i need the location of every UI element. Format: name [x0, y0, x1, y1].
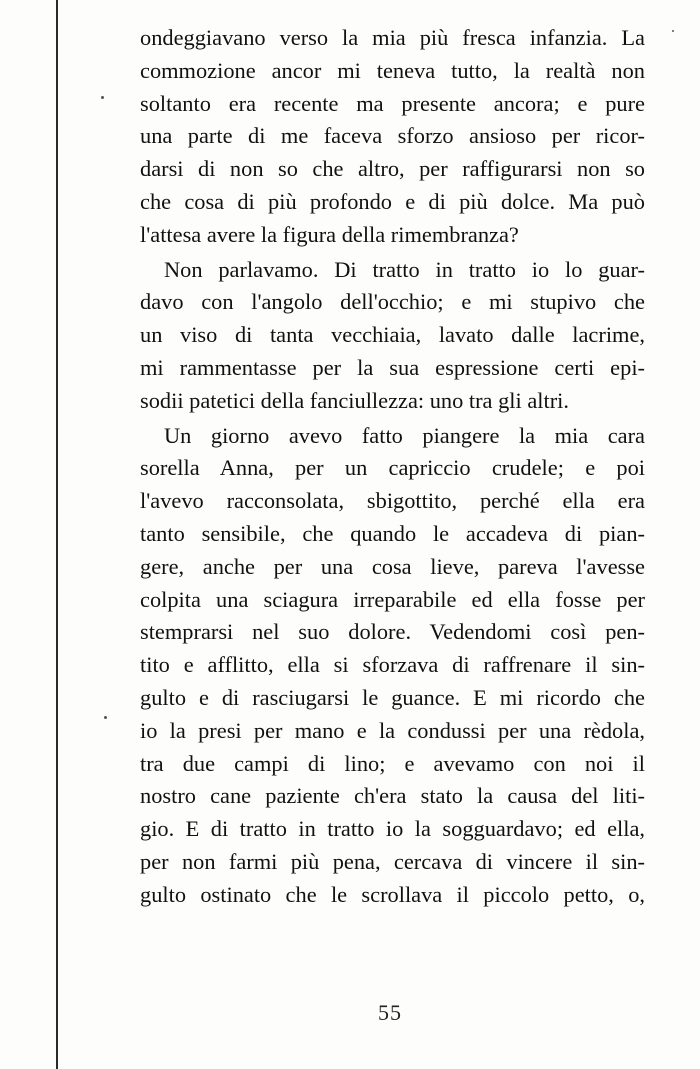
paper-speck	[672, 30, 674, 32]
paper-speck	[104, 716, 107, 719]
text-line: nostro cane paziente ch'era stato la causa del liti-	[140, 783, 645, 809]
text-line: tanto sensibile, che quando le accadeva di pian-	[140, 520, 645, 546]
text-line: per non farmi più pena, cercava di vincere il sin-	[140, 848, 645, 874]
text-line: gere, anche per una cosa lieve, pareva l'avesse	[140, 553, 645, 579]
text-line: l'avevo racconsolata, sbigottito, perché ella era	[140, 488, 645, 514]
paper-speck	[101, 96, 104, 99]
text-line: soltanto era recente ma presente ancora; e pure	[140, 90, 645, 116]
text-line: una parte di me faceva sforzo ansioso per ricor-	[140, 123, 645, 149]
text-line: gulto e di rasciugarsi le guance. E mi ricordo che	[140, 684, 645, 710]
text-line: tito e afflitto, ella si sforzava di raffrenare il sin-	[140, 652, 645, 678]
text-line: sodii patetici della fanciullezza: uno tra gli altri.	[140, 387, 569, 413]
text-line: sorella Anna, per un capriccio crudele; e poi	[140, 455, 645, 481]
text-line: gulto ostinato che le scrollava il piccolo petto, o,	[140, 881, 645, 907]
text-line: stemprarsi nel suo dolore. Vedendomi così pen-	[140, 619, 645, 645]
text-line: un viso di tanta vecchiaia, lavato dalle lacrime,	[140, 322, 645, 348]
text-line: che cosa di più profondo e di più dolce. Ma può	[140, 188, 645, 214]
text-line: gio. E di tratto in tratto io la sogguardavo; ed ella,	[140, 816, 645, 842]
text-line: Un giorno avevo fatto piangere la mia cara	[164, 422, 645, 448]
text-line: io la presi per mano e la condussi per una rèdola,	[140, 717, 645, 743]
text-line: darsi di non so che altro, per raffigurarsi non so	[140, 156, 645, 182]
text-line: mi rammentasse per la sua espressione certi epi-	[140, 354, 645, 380]
text-line: tra due campi di lino; e avevamo con noi il	[140, 750, 645, 776]
text-line: Non parlavamo. Di tratto in tratto io lo guar-	[164, 256, 645, 282]
body-text	[140, 22, 645, 912]
page-number: 55	[378, 1000, 402, 1025]
binding-edge	[56, 0, 58, 1069]
text-line: davo con l'angolo dell'occhio; e mi stupivo che	[140, 289, 645, 315]
text-line: l'attesa avere la figura della rimembranza?	[140, 221, 519, 247]
text-line: colpita una sciagura irreparabile ed ella fosse per	[140, 586, 645, 612]
text-line: ondeggiavano verso la mia più fresca infanzia. La	[140, 25, 645, 50]
text-line: commozione ancor mi teneva tutto, la realtà non	[140, 57, 645, 83]
